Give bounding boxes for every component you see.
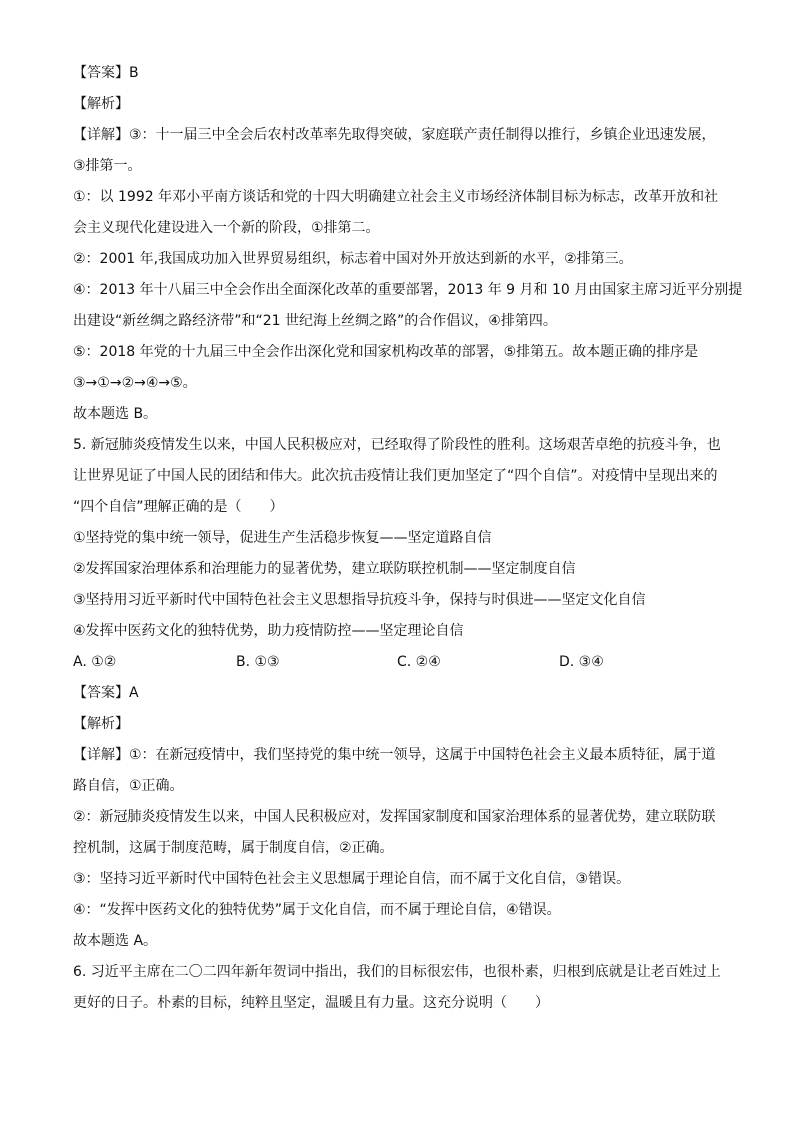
explanation-item-4: ④：“发挥中医药文化的独特优势”属于文化自信，而不属于理论自信，④错误。	[73, 902, 561, 918]
statement-3: ③坚持用习近平新时代中国特色社会主义思想指导抗疫斗争，保持与时俱进——坚定文化自信	[73, 592, 646, 608]
analysis-label: 【解析】	[73, 716, 129, 732]
analysis-label: 【解析】	[73, 96, 129, 112]
statement-1: ①坚持党的集中统一领导，促进生产生活稳步恢复——坚定道路自信	[73, 530, 492, 546]
choice-b: B. ①③	[236, 654, 280, 670]
choice-a: A. ①②	[73, 654, 117, 670]
answer-choices	[73, 647, 728, 678]
conclusion: 故本题选 B。	[73, 406, 158, 422]
explanation-item-5: ⑤：2018 年党的十九届三中全会作出深化党和国家机构改革的部署，⑤排第五。故本题正确的排序是 ③→①→②→④→⑤。	[73, 344, 699, 391]
explanation-item-1: 【详解】①：在新冠疫情中，我们坚持党的集中统一领导，这属于中国特色社会主义最本质特征，属于道 路自信，①正确。	[73, 747, 716, 794]
explanation-item-2: ②：新冠肺炎疫情发生以来，中国人民积极应对，发挥国家制度和国家治理体系的显著优势，建立联防联 控机制，这属于制度范畴，属于制度自信，②正确。	[73, 809, 716, 856]
document-page	[73, 58, 743, 1019]
answer-label: 【答案】A	[73, 685, 139, 701]
explanation-item-3: 【详解】③：十一届三中全会后农村改革率先取得突破，家庭联产责任制得以推行，乡镇企业迅速发展， ③排第一。	[73, 127, 716, 174]
question-5-stem: 5. 新冠肺炎疫情发生以来，中国人民积极应对，已经取得了阶段性的胜利。这场艰苦卓绝的抗疫斗争，也 让世界见证了中国人民的团结和伟大。此次抗击疫情让我们更加坚定了“四个自信”。对疫情中呈现出来的 “四个自信”理解正确的是（ ）	[73, 437, 721, 515]
choice-d: D. ③④	[559, 654, 604, 670]
explanation-item-2: ②：2001 年,我国成功加入世界贸易组织，标志着中国对外开放达到新的水平，②排第三。	[73, 251, 633, 267]
explanation-item-4: ④：2013 年十八届三中全会作出全面深化改革的重要部署，2013 年 9 月和 10 月由国家主席习近平分别提 出建设“新丝绸之路经济带”和“21 世纪海上丝绸之路”的合作倡议，④排第四。	[73, 282, 743, 329]
conclusion: 故本题选 A。	[73, 933, 158, 949]
question-6-stem: 6. 习近平主席在二〇二四年新年贺词中指出，我们的目标很宏伟，也很朴素，归根到底就是让老百姓过上 更好的日子。朴素的目标，纯粹且坚定，温暖且有力量。这充分说明（ ）	[73, 964, 721, 1011]
explanation-item-1: ①：以 1992 年邓小平南方谈话和党的十四大明确建立社会主义市场经济体制目标为标志，改革开放和社 会主义现代化建设进入一个新的阶段，①排第二。	[73, 189, 719, 236]
explanation-item-3: ③：坚持习近平新时代中国特色社会主义思想属于理论自信，而不属于文化自信，③错误。	[73, 871, 631, 887]
choice-c: C. ②④	[397, 654, 441, 670]
statement-2: ②发挥国家治理体系和治理能力的显著优势，建立联防联控机制——坚定制度自信	[73, 561, 576, 577]
statement-4: ④发挥中医药文化的独特优势，助力疫情防控——坚定理论自信	[73, 623, 464, 639]
answer-label: 【答案】B	[73, 65, 139, 81]
